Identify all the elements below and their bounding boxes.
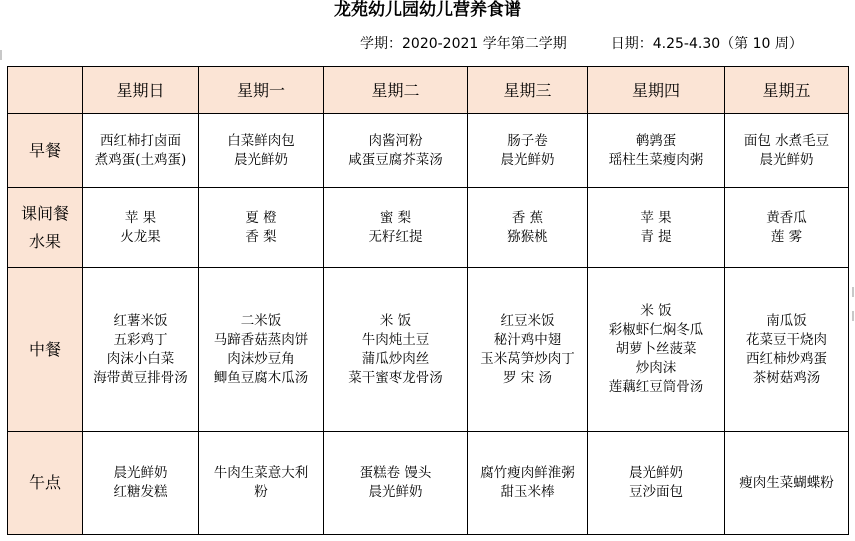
menu-cell: 西红柿打卤面 煮鸡蛋(土鸡蛋)	[83, 114, 199, 188]
menu-cell: 红薯米饭 五彩鸡丁 肉沫小白菜 海带黄豆排骨汤	[83, 268, 199, 432]
menu-cell: 苹 果 火龙果	[83, 188, 199, 268]
day-header: 星期五	[725, 67, 849, 114]
meal-label-lunch: 中餐	[8, 268, 83, 432]
menu-table	[7, 66, 849, 535]
menu-cell: 腐竹瘦肉鲜淮粥 甜玉米棒	[468, 432, 588, 535]
menu-cell: 晨光鲜奶 豆沙面包	[588, 432, 725, 535]
menu-cell: 瘦肉生菜蝴蝶粉	[725, 432, 849, 535]
menu-cell: 鹌鹑蛋 瑶柱生菜瘦肉粥	[588, 114, 725, 188]
right-edge-marker-2	[852, 311, 854, 321]
lunch-row	[8, 268, 849, 432]
menu-cell: 红豆米饭 秘汁鸡中翅 玉米莴笋炒肉丁 罗 宋 汤	[468, 268, 588, 432]
menu-cell: 蜜 梨 无籽红提	[324, 188, 468, 268]
menu-cell: 肉酱河粉 咸蛋豆腐芥菜汤	[324, 114, 468, 188]
menu-cell: 蛋糕卷 馒头 晨光鲜奶	[324, 432, 468, 535]
day-header: 星期日	[83, 67, 199, 114]
meal-label-breakfast: 早餐	[8, 114, 83, 188]
day-header: 星期一	[199, 67, 324, 114]
menu-cell: 白菜鲜肉包 晨光鲜奶	[199, 114, 324, 188]
day-header: 星期四	[588, 67, 725, 114]
menu-cell: 米 饭 牛肉炖土豆 蒲瓜炒肉丝 菜干蜜枣龙骨汤	[324, 268, 468, 432]
day-header: 星期三	[468, 67, 588, 114]
menu-cell: 面包 水煮毛豆 晨光鲜奶	[725, 114, 849, 188]
menu-cell: 米 饭 彩椒虾仁焖冬瓜 胡萝卜丝菠菜 炒肉沫 莲藕红豆筒骨汤	[588, 268, 725, 432]
day-header: 星期二	[324, 67, 468, 114]
menu-cell: 牛肉生菜意大利 粉	[199, 432, 324, 535]
afternoon-snack-row	[8, 432, 849, 535]
menu-cell: 苹 果 青 提	[588, 188, 725, 268]
menu-cell: 夏 橙 香 梨	[199, 188, 324, 268]
term-date-line	[360, 35, 803, 53]
menu-cell: 晨光鲜奶 红糖发糕	[83, 432, 199, 535]
menu-cell: 黄香瓜 莲 雾	[725, 188, 849, 268]
corner-cell	[8, 67, 83, 114]
left-edge-marker	[0, 50, 2, 60]
menu-cell: 肠子卷 晨光鲜奶	[468, 114, 588, 188]
page-title: 龙苑幼儿园幼儿营养食谱	[334, 0, 521, 20]
menu-cell: 二米饭 马蹄香菇蒸肉饼 肉沫炒豆角 鲫鱼豆腐木瓜汤	[199, 268, 324, 432]
term-text: 学期：2020-2021 学年第二学期	[360, 36, 567, 52]
date-range-text: 日期：4.25-4.30（第 10 周）	[610, 36, 803, 52]
meal-label-afternoon-snack: 午点	[8, 432, 83, 535]
day-header-row	[8, 67, 849, 114]
menu-cell: 南瓜饭 花菜豆干烧肉 西红柿炒鸡蛋 茶树菇鸡汤	[725, 268, 849, 432]
meal-label-snack-fruit: 课间餐 水果	[8, 188, 83, 268]
right-edge-marker	[852, 287, 854, 297]
menu-cell: 香 蕉 猕猴桃	[468, 188, 588, 268]
snack-fruit-row	[8, 188, 849, 268]
breakfast-row	[8, 114, 849, 188]
